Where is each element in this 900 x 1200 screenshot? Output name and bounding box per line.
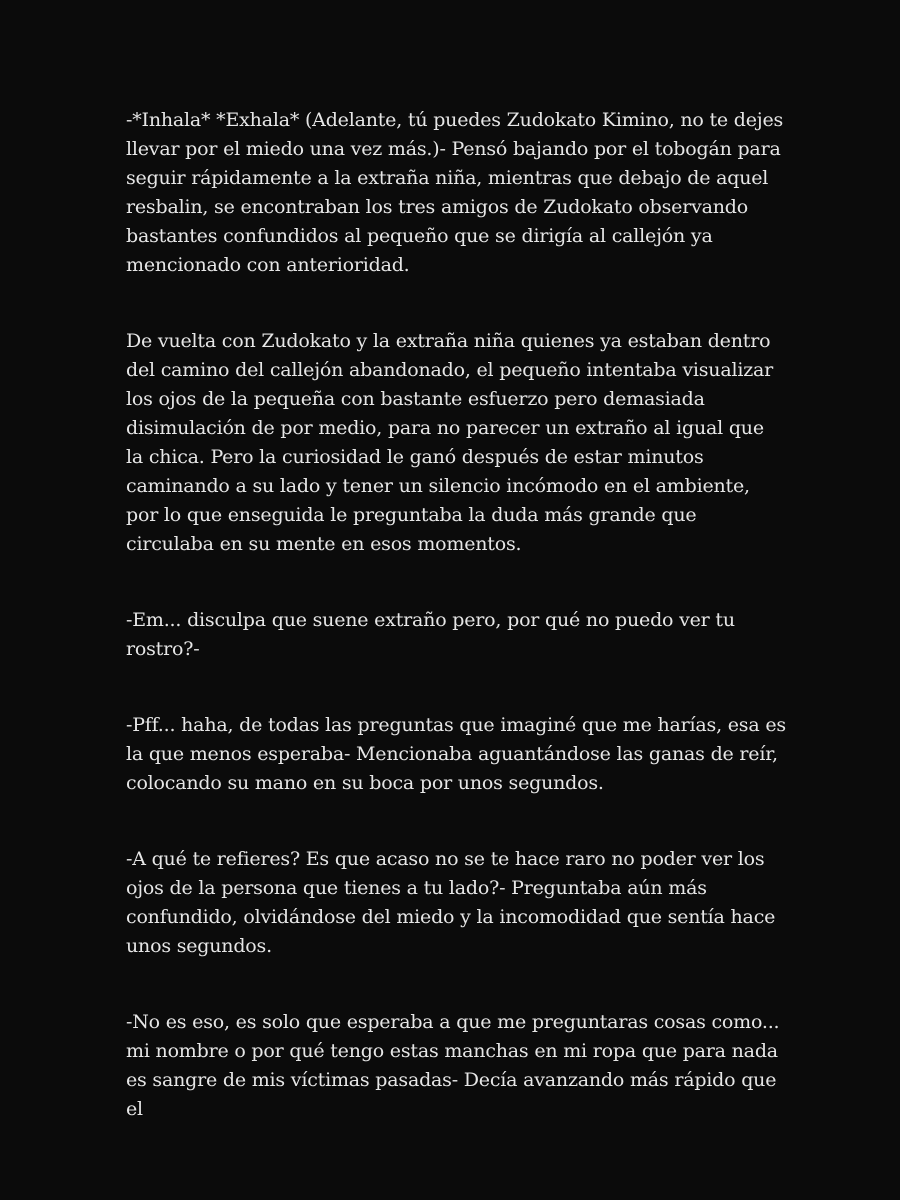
- paragraph-5: -A qué te refieres? Es que acaso no se te hace raro no poder ver los ojos de la persona que tienes a tu lado?- Preguntaba aún más confundido, olvidándose del miedo y la incomodidad que sentía hace unos segundos.: [126, 848, 776, 957]
- paragraph-2: De vuelta con Zudokato y la extraña niña quienes ya estaban dentro del camino del callejón abandonado, el pequeño intentaba visualizar los ojos de la pequeña con bastante esfuerzo pero demasiada disimulación de por medio, para no parecer un extraño al igual que la chica. Pero la curiosidad le ganó después de estar minutos caminando a su lado y tener un silencio incómodo en el ambiente, por lo que enseguida le preguntaba la duda más grande que circulaba en su mente en esos momentos.: [126, 330, 774, 555]
- paragraph-4: -Pff... haha, de todas las preguntas que imaginé que me harías, esa es la que menos esperaba- Mencionaba aguantándose las ganas de reír, colocando su mano en su boca por unos segundos.: [126, 714, 786, 794]
- paragraph-spacer: [126, 559, 786, 606]
- paragraph-6: -No es eso, es solo que esperaba a que me preguntaras cosas como... mi nombre o por qué tengo estas manchas en mi ropa que para nada es sangre de mis víctimas pasadas- Decía avanzando más rápido que el: [126, 1011, 780, 1120]
- paragraph-spacer: [126, 664, 786, 711]
- paragraph-3: -Em... disculpa que suene extraño pero, por qué no puedo ver tu rostro?-: [126, 609, 735, 660]
- paragraph-spacer: [126, 961, 786, 1008]
- paragraph-spacer: [126, 798, 786, 845]
- story-text: [126, 106, 786, 1124]
- paragraph-spacer: [126, 280, 786, 327]
- paragraph-1: -*Inhala* *Exhala* (Adelante, tú puedes Zudokato Kimino, no te dejes llevar por el miedo una vez más.)- Pensó bajando por el tobogán para seguir rápidamente a la extraña niña, mientras que debajo de aquel resbalin, se encontraban los tres amigos de Zudokato observando bastantes confundidos al pequeño que se dirigía al callejón ya mencionado con anterioridad.: [126, 109, 784, 276]
